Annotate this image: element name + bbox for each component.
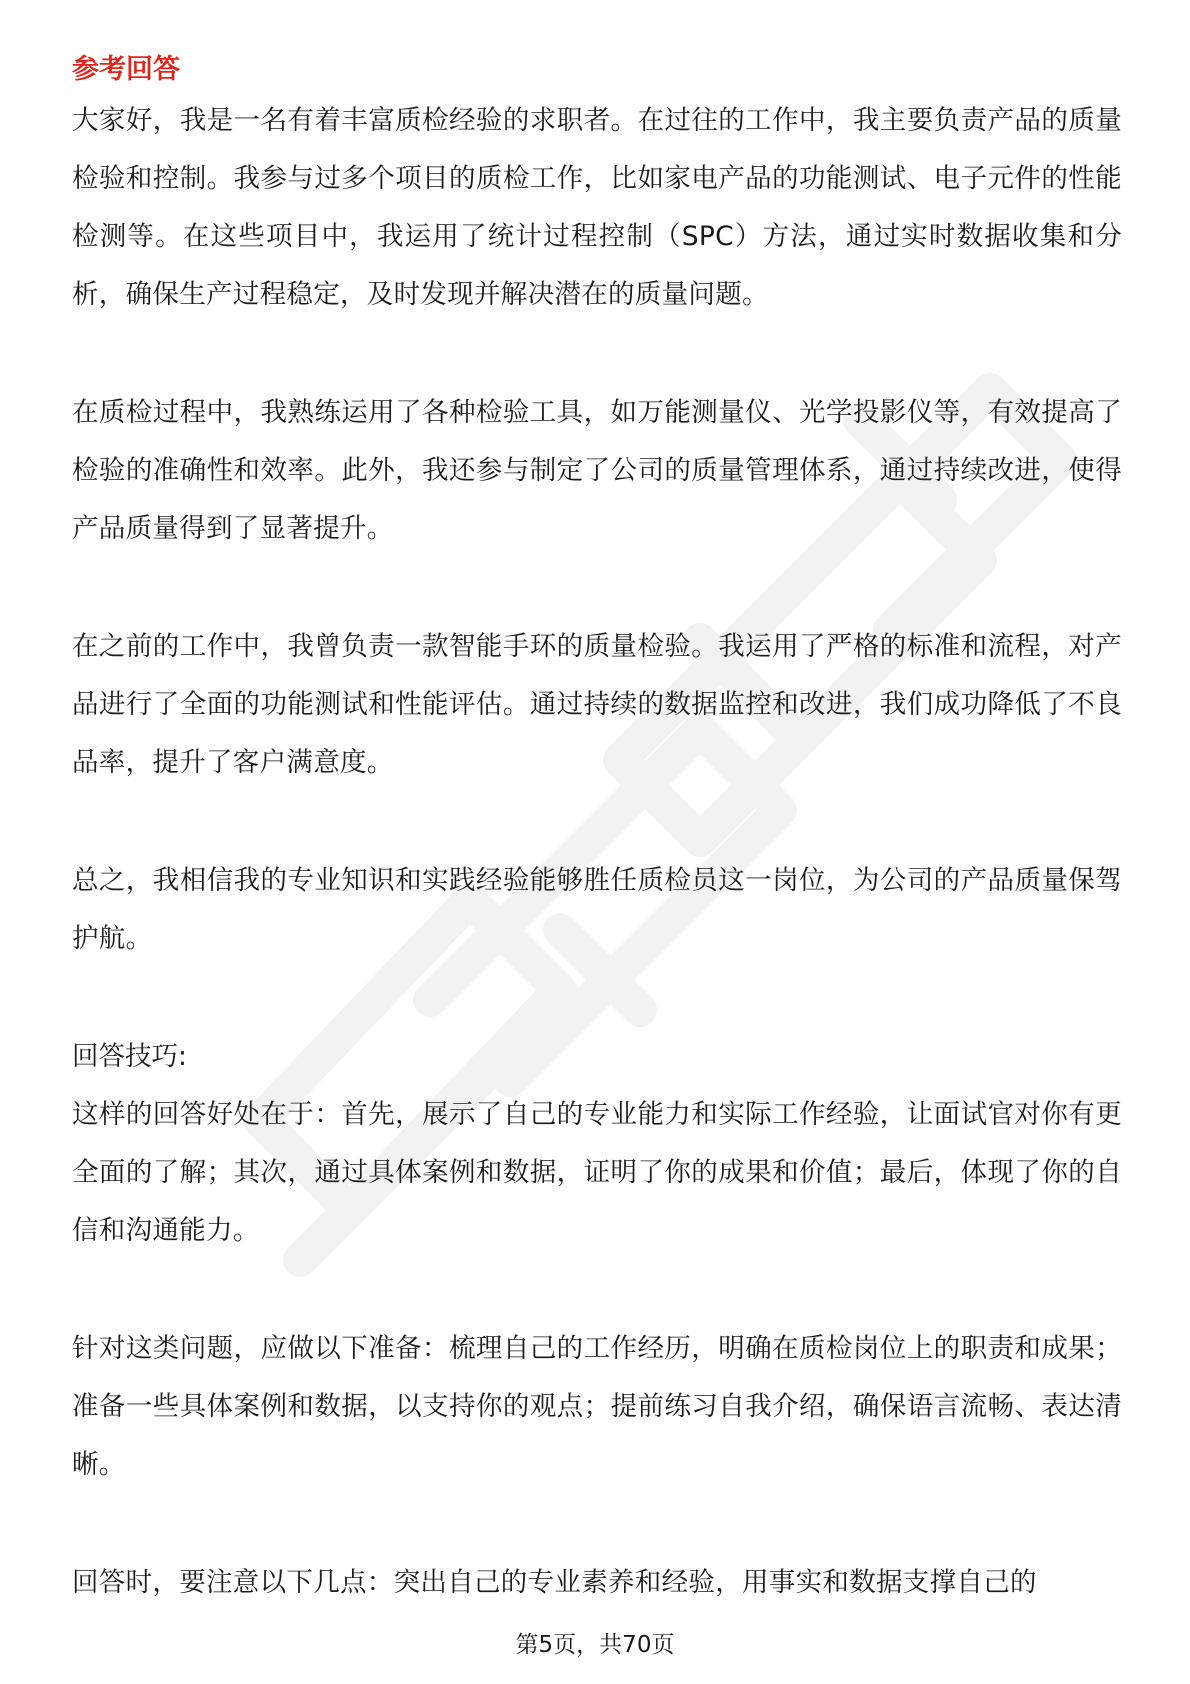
tips-paragraph-2: 针对这类问题，应做以下准备：梳理自己的工作经历，明确在质检岗位上的职责和成果；准备一些具体案例和数据，以支持你的观点；提前练习自我介绍，确保语言流畅、表达清晰。 (72, 1333, 1122, 1480)
document-content (72, 48, 1122, 1612)
answer-paragraph-4: 总之，我相信我的专业知识和实践经验能够胜任质检员这一岗位，为公司的产品质量保驾护航。 (72, 865, 1122, 954)
page-indicator: 第5页，共70页 (515, 1632, 675, 1658)
tips-paragraph-3: 回答时，要注意以下几点：突出自己的专业素养和经验，用事实和数据支撑自己的 (72, 1567, 1037, 1598)
tips-heading: 回答技巧: (72, 1041, 187, 1072)
answer-paragraph-2: 在质检过程中，我熟练运用了各种检验工具，如万能测量仪、光学投影仪等，有效提高了检验的准确性和效率。此外，我还参与制定了公司的质量管理体系，通过持续改进，使得产品质量得到了显著提升。 (72, 397, 1122, 544)
tips-paragraph-1: 这样的回答好处在于：首先，展示了自己的专业能力和实际工作经验，让面试官对你有更全面的了解；其次，通过具体案例和数据，证明了你的成果和价值；最后，体现了你的自信和沟通能力。 (72, 1099, 1122, 1246)
answer-paragraph-1: 大家好，我是一名有着丰富质检经验的求职者。在过往的工作中，我主要负责产品的质量检验和控制。我参与过多个项目的质检工作，比如家电产品的功能测试、电子元件的性能检测等。在这些项目中，我运用了统计过程控制（SPC）方法，通过实时数据收集和分析，确保生产过程稳定，及时发现并解决潜在的质量问题。 (72, 105, 1122, 310)
answer-paragraph-3: 在之前的工作中，我曾负责一款智能手环的质量检验。我运用了严格的标准和流程，对产品进行了全面的功能测试和性能评估。通过持续的数据监控和改进，我们成功降低了不良品率，提升了客户满意度。 (72, 631, 1122, 778)
section-title: 参考回答 (72, 54, 180, 85)
